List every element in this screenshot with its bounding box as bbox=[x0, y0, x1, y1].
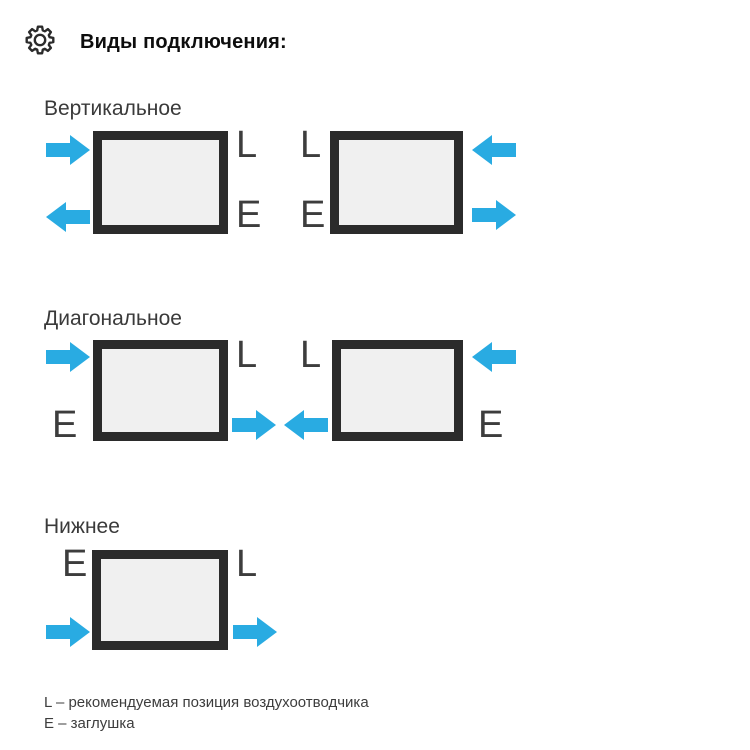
section-title: Нижнее bbox=[44, 515, 120, 538]
port-label-e: E bbox=[478, 404, 504, 446]
page-title: Виды подключения: bbox=[80, 31, 287, 53]
radiator-box bbox=[93, 131, 228, 234]
port-label-l: L bbox=[300, 124, 322, 166]
arrow-left-icon bbox=[472, 135, 516, 165]
radiator-box bbox=[330, 131, 463, 234]
arrow-right-icon bbox=[472, 200, 516, 230]
arrow-left-icon bbox=[46, 202, 90, 232]
radiator-box bbox=[92, 550, 228, 650]
arrow-right-icon bbox=[46, 342, 90, 372]
radiator-box bbox=[332, 340, 463, 441]
arrow-right-icon bbox=[233, 617, 277, 647]
port-label-l: L bbox=[300, 334, 322, 376]
radiator-box bbox=[93, 340, 228, 441]
legend-line-e: E – заглушка bbox=[44, 715, 135, 732]
arrow-right-icon bbox=[232, 410, 276, 440]
arrow-left-icon bbox=[472, 342, 516, 372]
arrow-right-icon bbox=[46, 135, 90, 165]
port-label-l: L bbox=[236, 334, 258, 376]
legend bbox=[44, 692, 369, 734]
gear-icon bbox=[24, 24, 56, 56]
port-label-e: E bbox=[300, 194, 326, 236]
section-title: Вертикальное bbox=[44, 97, 182, 120]
arrow-right-icon bbox=[46, 617, 90, 647]
section-title: Диагональное bbox=[44, 307, 182, 330]
port-label-l: L bbox=[236, 124, 258, 166]
arrow-left-icon bbox=[284, 410, 328, 440]
port-label-e: E bbox=[236, 194, 262, 236]
port-label-e: E bbox=[52, 404, 78, 446]
port-label-l: L bbox=[236, 543, 258, 585]
legend-line-l: L – рекомендуемая позиция воздухоотводчика bbox=[44, 694, 369, 711]
port-label-e: E bbox=[62, 543, 88, 585]
